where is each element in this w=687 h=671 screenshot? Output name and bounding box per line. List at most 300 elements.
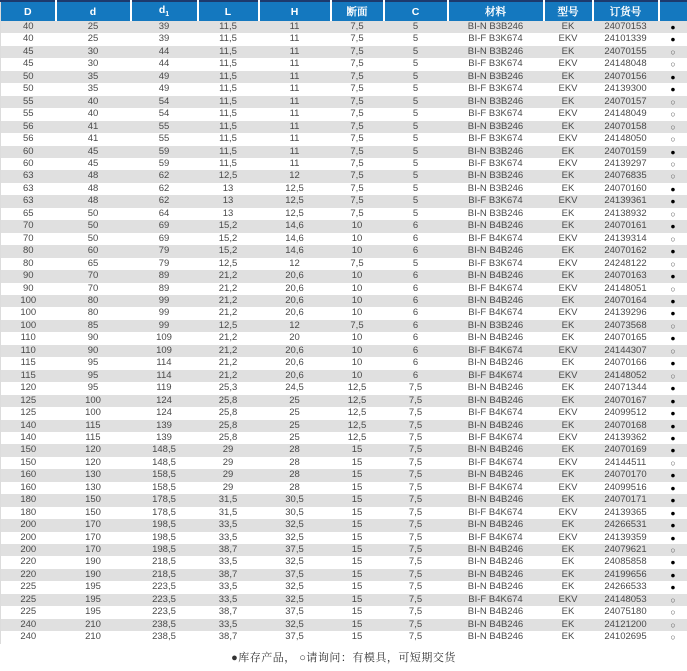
table-cell: 7,5	[350, 83, 364, 95]
table-cell: 109	[156, 344, 172, 356]
table-cell: BI-N B4B246	[467, 519, 524, 531]
table-cell: 24070163	[604, 270, 647, 282]
col-header-material: 材料	[448, 1, 544, 21]
table-cell: EKV	[558, 307, 578, 319]
table-cell: 21,2	[218, 357, 238, 369]
in-stock-symbol: ●	[670, 196, 676, 207]
table-cell: 90	[22, 282, 34, 294]
table-cell: 5	[412, 207, 419, 219]
table-cell: 24148051	[604, 282, 647, 294]
table-cell: 31,5	[218, 494, 238, 506]
table-cell: 130	[85, 481, 101, 493]
table-cell: EK	[561, 270, 575, 282]
table-cell: EK	[561, 581, 575, 593]
table-cell: 7,5	[408, 544, 423, 556]
table-cell: BI-N B4B246	[467, 581, 524, 593]
table-cell: BI-F B4K674	[468, 344, 523, 356]
table-cell: 40	[22, 33, 34, 45]
table-cell: 7,5	[408, 481, 423, 493]
on-request-symbol: ○	[670, 345, 676, 356]
table-cell: 44	[158, 45, 170, 57]
table-cell: 54	[158, 95, 170, 107]
on-request-symbol: ○	[670, 258, 676, 269]
table-cell: 124	[156, 407, 172, 419]
table-row	[1, 146, 687, 158]
table-cell: 37,5	[285, 606, 304, 618]
table-cell: 31,5	[218, 506, 238, 518]
on-request-symbol: ○	[670, 457, 676, 468]
table-cell: EKV	[558, 108, 578, 120]
table-cell: 15	[351, 494, 363, 506]
table-cell: 5	[412, 45, 419, 57]
table-cell: 10	[351, 357, 363, 369]
table-cell: 6	[412, 245, 419, 257]
table-cell: 62	[158, 182, 170, 194]
table-cell: 11,5	[219, 83, 237, 95]
in-stock-symbol: ●	[670, 520, 676, 531]
table-row	[1, 395, 687, 407]
table-cell: EKV	[558, 83, 578, 95]
table-cell: EK	[561, 70, 575, 82]
table-cell: EKV	[558, 593, 578, 605]
table-cell: BI-N B3B246	[467, 21, 524, 32]
table-cell: 24070156	[604, 70, 647, 82]
table-cell: 85	[87, 319, 99, 331]
table-cell: BI-F B3K674	[468, 195, 523, 207]
table-cell: 11	[289, 33, 300, 45]
table-cell: 20,6	[285, 369, 304, 381]
table-row	[1, 544, 687, 556]
col-header-order-number: 订货号	[593, 1, 659, 21]
table-cell: 21,2	[218, 344, 238, 356]
on-request-symbol: ○	[670, 121, 676, 132]
table-cell: BI-N B4B246	[467, 469, 524, 481]
table-cell: 25	[289, 394, 300, 406]
table-cell: 124	[156, 394, 172, 406]
table-cell: 160	[20, 469, 37, 481]
table-cell: 41	[87, 133, 99, 145]
table-row	[1, 569, 687, 581]
table-cell: 11,5	[219, 70, 237, 82]
table-cell: 21,2	[218, 332, 238, 344]
table-cell: 28	[289, 444, 300, 456]
on-request-symbol: ○	[670, 158, 676, 169]
table-cell: 24070169	[604, 444, 647, 456]
in-stock-symbol: ●	[670, 420, 676, 431]
table-cell: 13	[222, 207, 234, 219]
table-cell: 10	[351, 294, 363, 306]
table-cell: 240	[20, 618, 37, 630]
table-cell: 11,5	[219, 157, 237, 169]
table-row	[1, 619, 687, 631]
table-cell: 24139362	[604, 431, 647, 443]
table-cell: BI-N B4B246	[467, 568, 524, 580]
table-cell: BI-N B4B246	[467, 419, 524, 431]
table-cell: 210	[85, 618, 101, 630]
table-cell: 225	[20, 593, 37, 605]
table-cell: 5	[412, 170, 419, 182]
table-cell: 6	[412, 307, 419, 319]
table-cell: EK	[561, 357, 575, 369]
table-cell: 33,5	[218, 519, 238, 531]
table-cell: 6	[412, 357, 419, 369]
table-cell: 100	[20, 319, 37, 331]
table-cell: 60	[22, 145, 34, 157]
table-cell: 37,5	[285, 544, 304, 556]
table-cell: 120	[20, 382, 37, 394]
table-cell: 10	[351, 344, 363, 356]
table-cell: EK	[561, 95, 575, 107]
table-row	[1, 556, 687, 568]
table-row	[1, 83, 687, 95]
table-row	[1, 407, 687, 419]
table-cell: 200	[20, 519, 37, 531]
table-row	[1, 208, 687, 220]
table-cell: BI-N B4B246	[467, 618, 524, 630]
table-cell: 95	[87, 369, 99, 381]
table-cell: 12,5	[347, 431, 367, 443]
table-cell: 12,5	[347, 407, 367, 419]
table-row	[1, 345, 687, 357]
table-cell: EK	[561, 469, 575, 481]
in-stock-symbol: ●	[670, 557, 676, 568]
in-stock-symbol: ●	[670, 146, 676, 157]
table-cell: 160	[20, 481, 37, 493]
table-cell: EK	[561, 294, 575, 306]
table-cell: 150	[20, 456, 37, 468]
table-cell: 7,5	[350, 21, 364, 32]
table-row	[1, 482, 687, 494]
table-row	[1, 283, 687, 295]
table-row	[1, 332, 687, 344]
table-cell: 24070170	[604, 469, 647, 481]
table-cell: EKV	[558, 531, 578, 543]
table-cell: 114	[156, 369, 172, 381]
in-stock-symbol: ●	[670, 495, 676, 506]
table-cell: BI-N B4B246	[467, 631, 524, 643]
table-cell: EK	[561, 319, 575, 331]
table-cell: 24099516	[604, 481, 647, 493]
table-cell: 15	[351, 631, 363, 643]
table-cell: 59	[158, 157, 170, 169]
table-cell: 69	[158, 232, 170, 244]
table-cell: 5	[412, 33, 419, 45]
table-cell: 24085858	[604, 556, 647, 568]
table-cell: 12,5	[218, 257, 238, 269]
table-cell: 38,7	[218, 606, 238, 618]
table-cell: 21,2	[218, 294, 238, 306]
table-cell: 49	[158, 70, 170, 82]
table-cell: 21,2	[218, 282, 238, 294]
table-cell: 10	[351, 270, 363, 282]
table-cell: 7,5	[350, 195, 364, 207]
table-cell: 24148050	[604, 133, 647, 145]
table-cell: 7,5	[408, 469, 423, 481]
on-request-symbol: ○	[670, 59, 676, 70]
table-cell: 89	[158, 270, 170, 282]
table-cell: 24070162	[604, 245, 647, 257]
table-cell: BI-N B4B246	[467, 444, 524, 456]
table-row	[1, 606, 687, 618]
col-header-stock-flag	[659, 1, 687, 21]
table-cell: 140	[20, 419, 37, 431]
table-cell: 24248122	[604, 257, 647, 269]
table-row	[1, 631, 687, 643]
table-cell: 5	[412, 108, 419, 120]
table-cell: 225	[20, 581, 37, 593]
table-cell: 15	[351, 531, 363, 543]
table-cell: 15	[351, 544, 363, 556]
table-cell: 41	[87, 120, 99, 132]
table-cell: EKV	[558, 407, 578, 419]
table-cell: 24102695	[604, 631, 647, 643]
table-cell: BI-N B4B246	[467, 394, 524, 406]
table-cell: 49	[158, 83, 170, 95]
table-cell: 223,5	[152, 593, 176, 605]
table-cell: 29	[222, 444, 234, 456]
table-cell: 35	[87, 70, 99, 82]
table-cell: EK	[561, 220, 575, 232]
table-cell: 50	[22, 83, 34, 95]
col-header-c: C	[384, 1, 448, 21]
table-cell: 148,5	[152, 456, 176, 468]
table-cell: 50	[87, 207, 99, 219]
table-cell: 180	[20, 506, 37, 518]
table-row	[1, 183, 687, 195]
table-row	[1, 581, 687, 593]
table-cell: EK	[561, 170, 575, 182]
in-stock-symbol: ●	[670, 569, 676, 580]
table-cell: BI-F B4K674	[468, 456, 523, 468]
table-cell: 37,5	[285, 568, 304, 580]
table-cell: 69	[158, 220, 170, 232]
table-cell: 109	[156, 332, 172, 344]
table-cell: 7,5	[350, 58, 364, 70]
table-cell: 11	[289, 133, 300, 145]
table-cell: 12,5	[347, 419, 367, 431]
table-cell: BI-F B4K674	[468, 481, 523, 493]
table-cell: 25,8	[218, 419, 238, 431]
table-row	[1, 270, 687, 282]
table-cell: 170	[85, 531, 101, 543]
table-cell: 25	[289, 419, 300, 431]
table-cell: 198,5	[152, 531, 176, 543]
on-request-symbol: ○	[670, 233, 676, 244]
table-cell: 223,5	[152, 581, 176, 593]
table-cell: 90	[87, 332, 99, 344]
table-cell: 12,5	[218, 170, 238, 182]
table-cell: 89	[158, 282, 170, 294]
table-cell: BI-N B3B246	[467, 319, 524, 331]
table-cell: 79	[158, 245, 170, 257]
table-cell: 115	[85, 431, 101, 443]
table-cell: 238,5	[152, 618, 176, 630]
table-row	[1, 71, 687, 83]
table-cell: 39	[158, 21, 170, 32]
table-cell: 7,5	[350, 33, 364, 45]
table-cell: EKV	[558, 232, 578, 244]
table-cell: 125	[20, 394, 37, 406]
table-row	[1, 258, 687, 270]
table-cell: 24070161	[604, 220, 647, 232]
table-cell: 24070167	[604, 394, 647, 406]
table-cell: 12	[289, 257, 300, 269]
table-cell: EK	[561, 145, 575, 157]
table-cell: 11,5	[219, 108, 237, 120]
in-stock-symbol: ●	[670, 582, 676, 593]
table-cell: 56	[22, 120, 34, 132]
table-cell: 48	[87, 195, 99, 207]
table-cell: 125	[20, 407, 37, 419]
stock-legend: ●库存产品， ○请询问：有模具，可短期交货	[231, 651, 456, 664]
table-cell: 99	[158, 294, 170, 306]
table-cell: 24071344	[604, 382, 647, 394]
table-cell: 11	[289, 95, 300, 107]
table-cell: 7,5	[408, 631, 423, 643]
table-cell: 220	[20, 556, 37, 568]
table-cell: EKV	[558, 33, 578, 45]
table-cell: 240	[20, 631, 37, 643]
table-cell: 6	[412, 282, 419, 294]
table-cell: 7,5	[408, 456, 423, 468]
on-request-symbol: ○	[670, 171, 676, 182]
in-stock-symbol: ●	[670, 383, 676, 394]
table-cell: 24076835	[604, 170, 647, 182]
table-cell: EK	[561, 182, 575, 194]
in-stock-symbol: ●	[670, 246, 676, 257]
table-cell: 120	[85, 444, 101, 456]
in-stock-symbol: ●	[670, 532, 676, 543]
table-cell: 33,5	[218, 556, 238, 568]
table-cell: 100	[20, 294, 37, 306]
table-cell: 24144307	[604, 344, 647, 356]
table-cell: 20,6	[285, 307, 304, 319]
table-cell: 7,5	[350, 70, 364, 82]
table-cell: EKV	[558, 481, 578, 493]
table-cell: 7,5	[408, 382, 423, 394]
table-cell: 115	[20, 357, 36, 369]
table-cell: 80	[22, 257, 34, 269]
table-cell: 20,6	[285, 282, 304, 294]
table-cell: 11,5	[219, 145, 237, 157]
table-row	[1, 46, 687, 58]
table-cell: EKV	[558, 431, 578, 443]
table-cell: BI-F B3K674	[468, 133, 523, 145]
col-header-height: H	[259, 1, 331, 21]
table-cell: 79	[158, 257, 170, 269]
table-cell: 11,5	[219, 21, 237, 32]
table-cell: 24139297	[604, 157, 647, 169]
table-cell: 7,5	[408, 394, 423, 406]
table-cell: 38,7	[218, 568, 238, 580]
table-row	[1, 233, 687, 245]
table-cell: BI-N B3B246	[467, 182, 524, 194]
table-row	[1, 108, 687, 120]
table-cell: 24148052	[604, 369, 647, 381]
table-cell: BI-F B4K674	[468, 431, 523, 443]
table-cell: BI-F B3K674	[468, 108, 523, 120]
table-cell: 56	[22, 133, 34, 145]
table-cell: 120	[85, 456, 101, 468]
table-cell: 218,5	[152, 568, 176, 580]
table-cell: 11	[289, 70, 300, 82]
table-cell: 20,6	[285, 344, 304, 356]
table-cell: 100	[85, 394, 101, 406]
table-cell: 6	[412, 232, 419, 244]
table-cell: 21,2	[218, 270, 238, 282]
table-cell: 5	[412, 195, 419, 207]
table-cell: BI-F B4K674	[468, 506, 523, 518]
table-cell: EK	[561, 556, 575, 568]
table-cell: EKV	[558, 344, 578, 356]
table-cell: 13	[222, 195, 234, 207]
table-cell: 48	[87, 170, 99, 182]
table-cell: 7,5	[408, 531, 423, 543]
table-cell: 223,5	[152, 606, 176, 618]
table-cell: 7,5	[350, 95, 364, 107]
table-cell: EK	[561, 21, 575, 32]
table-cell: 24101339	[604, 33, 647, 45]
on-request-symbol: ○	[670, 320, 676, 331]
table-row	[1, 21, 687, 33]
table-cell: 24070153	[604, 21, 647, 32]
table-cell: 10	[351, 369, 363, 381]
table-cell: 24073568	[604, 319, 647, 331]
table-cell: 24070166	[604, 357, 647, 369]
table-cell: 24199656	[604, 568, 647, 580]
table-row	[1, 432, 687, 444]
table-cell: 24070157	[604, 95, 647, 107]
in-stock-symbol: ●	[670, 432, 676, 443]
table-cell: 64	[158, 207, 170, 219]
on-request-symbol: ○	[670, 134, 676, 145]
table-cell: BI-F B3K674	[468, 257, 523, 269]
table-row	[1, 121, 687, 133]
table-cell: 158,5	[152, 469, 176, 481]
table-row	[1, 307, 687, 319]
table-cell: 24099512	[604, 407, 647, 419]
col-header-model: 型号	[544, 1, 593, 21]
in-stock-symbol: ●	[670, 34, 676, 45]
table-cell: 13	[222, 182, 234, 194]
table-cell: 50	[22, 70, 34, 82]
table-cell: BI-N B3B246	[467, 70, 524, 82]
table-cell: 70	[22, 220, 34, 232]
table-cell: 198,5	[152, 544, 176, 556]
table-cell: 7,5	[408, 431, 423, 443]
table-cell: 140	[20, 431, 37, 443]
table-cell: 238,5	[152, 631, 176, 643]
table-cell: 10	[351, 245, 363, 257]
table-cell: EKV	[558, 369, 578, 381]
table-cell: 100	[85, 407, 101, 419]
table-cell: 7,5	[350, 145, 364, 157]
table-cell: EK	[561, 245, 575, 257]
col-header-outer-diameter: D	[1, 1, 56, 21]
table-cell: 63	[22, 170, 34, 182]
table-cell: EK	[561, 618, 575, 630]
table-cell: 178,5	[152, 506, 176, 518]
table-cell: EKV	[558, 282, 578, 294]
table-cell: 24148048	[604, 58, 647, 70]
table-cell: 5	[412, 133, 419, 145]
table-cell: 6	[412, 220, 419, 232]
table-cell: 90	[22, 270, 34, 282]
table-cell: 11	[289, 120, 300, 132]
table-cell: 7,5	[408, 556, 423, 568]
table-cell: BI-N B4B246	[467, 270, 524, 282]
in-stock-symbol: ●	[670, 408, 676, 419]
